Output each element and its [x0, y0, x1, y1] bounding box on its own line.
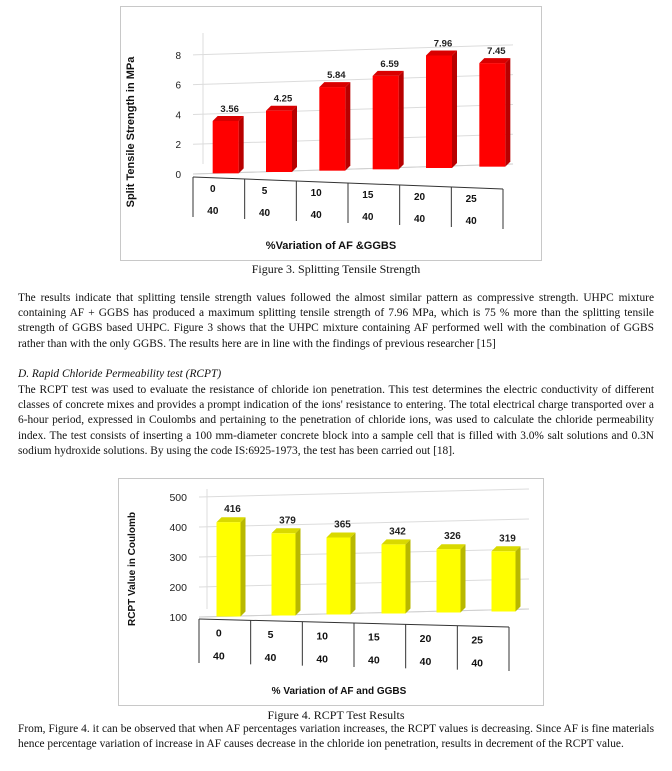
bar-top — [266, 106, 297, 111]
y-tick-label: 2 — [175, 140, 181, 152]
category-label: 20 — [413, 192, 426, 203]
bar — [437, 544, 466, 612]
bar-top — [213, 116, 244, 121]
data-label: 6.59 — [380, 58, 399, 70]
bar-side — [399, 71, 404, 169]
bar-side — [505, 58, 510, 167]
category-label: 40 — [471, 657, 484, 670]
data-label: 342 — [389, 526, 406, 538]
y-tick-label: 100 — [169, 612, 187, 624]
rcpt-chart-svg — [119, 479, 543, 705]
bar-side — [241, 517, 246, 616]
y-tick-label: 400 — [169, 522, 187, 534]
category-label: 25 — [465, 194, 477, 205]
figure-3-chart — [120, 6, 542, 261]
bar-side — [345, 82, 350, 171]
x-axis-title: %Variation of AF &GGBS — [265, 240, 397, 252]
results-paragraph: The results indicate that splitting tensile strength values followed the almost similar pattern as compressive strength. UHPC mixture containing AF + GGBS has produced a maximum splitting tensile strength of 7.96 MPa, which is 75 % more than the splitting tensile strength of GGBS based UHPC. Figure 3 shows that the UHPC mixture containing AF performed well with the combination of GGBS rather than with the only GGBS. The results here are in line with the findings of previous researcher [15] — [18, 292, 654, 350]
bar-side — [292, 106, 297, 172]
floor-line — [199, 609, 529, 617]
y-axis-title: Split Tensile Strength in MPa — [125, 56, 137, 208]
gridline — [199, 519, 529, 527]
category-label: 40 — [258, 208, 271, 219]
category-label: 15 — [367, 631, 380, 644]
category-label: 40 — [465, 216, 477, 227]
data-label: 319 — [499, 533, 516, 545]
gridline — [199, 549, 529, 557]
y-axis-title: RCPT Value in Coulomb — [127, 512, 138, 626]
figure-4-caption: Figure 4. RCPT Test Results — [267, 708, 405, 722]
bar-top — [319, 82, 350, 87]
category-label: 5 — [261, 186, 268, 197]
section-heading-rcpt: D. Rapid Chloride Permeability test (RCPT) — [18, 368, 222, 380]
category-label: 40 — [367, 654, 380, 667]
bar-side — [239, 116, 244, 173]
category-label: 10 — [316, 630, 329, 643]
bar-side — [351, 533, 356, 615]
bar-top — [492, 546, 521, 551]
y-tick-label: 4 — [175, 110, 181, 122]
bar-front — [382, 544, 406, 613]
data-label: 3.56 — [220, 104, 239, 116]
bar-front — [492, 551, 516, 611]
category-label: 40 — [310, 210, 322, 221]
bar-side — [406, 539, 411, 613]
y-tick-label: 300 — [169, 552, 187, 564]
bar-side — [296, 528, 301, 615]
bar-front — [373, 76, 399, 169]
data-label: 7.96 — [433, 38, 453, 50]
data-label: 365 — [334, 519, 351, 531]
data-label: 379 — [279, 515, 296, 527]
bar-top — [426, 51, 457, 56]
data-label: 326 — [444, 531, 461, 543]
bar — [213, 116, 244, 173]
category-label: 40 — [316, 653, 329, 666]
bar-top — [272, 528, 301, 533]
data-label: 416 — [224, 504, 241, 516]
category-label: 40 — [419, 656, 432, 668]
split-tensile-chart-svg — [121, 7, 541, 260]
bar — [492, 546, 521, 611]
bar-top — [373, 71, 404, 76]
category-label: 15 — [362, 190, 374, 201]
bar-front — [437, 549, 461, 612]
bar — [479, 58, 510, 167]
gridline — [193, 75, 513, 85]
y-tick-label: 500 — [169, 492, 187, 504]
bar-front — [266, 111, 292, 172]
category-label: 25 — [471, 634, 484, 647]
category-label: 10 — [310, 188, 322, 199]
bar-top — [217, 517, 246, 522]
bar-front — [479, 63, 505, 167]
rcpt-paragraph: The RCPT test was used to evaluate the resistance of chloride ion penetration. This test determines the electric conductivity of different classes of concrete mixes and provides a prompt indication of the ions' resistance to entering. The total electrical charge transported over a 6-hour period, expressed in Coulombs and pertaining to the penetration of chloride ions, was used to calculate the chloride permeability index. The test consists of inserting a 100 mm-diameter concrete block into a sample cell that is filled with 3.0% salt solutions and 0.3N sodium hydroxide solutions. By using the code IS:6925-1973, the test has been carried out [18]. — [18, 384, 654, 457]
category-label: 40 — [207, 206, 219, 217]
bar-front — [217, 522, 241, 616]
bar-front — [327, 538, 351, 615]
bar-side — [516, 546, 521, 611]
category-label: 0 — [215, 627, 222, 640]
y-tick-label: 200 — [169, 582, 187, 594]
category-table — [199, 619, 509, 671]
bar-top — [437, 544, 466, 549]
gridline — [199, 489, 529, 497]
x-axis-title: % Variation of AF and GGBS — [271, 686, 407, 697]
bar-side — [461, 544, 466, 612]
bar-top — [327, 533, 356, 538]
bar — [373, 71, 404, 169]
gridline — [193, 45, 513, 58]
category-label: 0 — [210, 184, 216, 195]
y-tick-label: 8 — [175, 50, 181, 62]
bar-front — [272, 533, 296, 615]
bar-top — [479, 58, 510, 63]
figure-3-caption: Figure 3. Splitting Tensile Strength — [251, 262, 421, 276]
bar — [272, 528, 301, 615]
data-label: 4.25 — [273, 93, 293, 105]
gridline — [193, 104, 513, 114]
category-label: 40 — [264, 652, 277, 664]
category-label: 20 — [419, 633, 432, 645]
bar-top — [382, 539, 411, 544]
bar — [217, 517, 246, 616]
bar — [319, 82, 350, 171]
category-label: 40 — [212, 650, 225, 663]
conclusion-paragraph: From, Figure 4. it can be observed that when AF percentages variation increases, the RCPT values is decreasing. Since AF is fine materials hence percentage variation of increase in AF causes decrease in the chloride ion penetration, results in decrement of the RCPT value. — [18, 723, 654, 751]
figure-4-chart — [118, 478, 544, 706]
category-table — [193, 177, 503, 229]
category-label: 40 — [413, 214, 426, 225]
category-label: 40 — [362, 212, 374, 223]
bar — [426, 51, 457, 168]
data-label: 5.84 — [327, 70, 346, 82]
bar-front — [213, 121, 239, 173]
bar-front — [426, 56, 452, 168]
bar — [327, 533, 356, 615]
bar — [266, 106, 297, 172]
y-tick-label: 0 — [175, 170, 181, 181]
gridline — [199, 579, 529, 587]
data-label: 7.45 — [487, 46, 506, 58]
y-tick-label: 6 — [175, 80, 181, 92]
plot-area — [175, 33, 513, 181]
plot-area — [169, 489, 529, 624]
category-label: 5 — [267, 629, 274, 641]
bar — [382, 539, 411, 613]
bar-side — [452, 51, 457, 168]
bar-front — [319, 87, 345, 171]
